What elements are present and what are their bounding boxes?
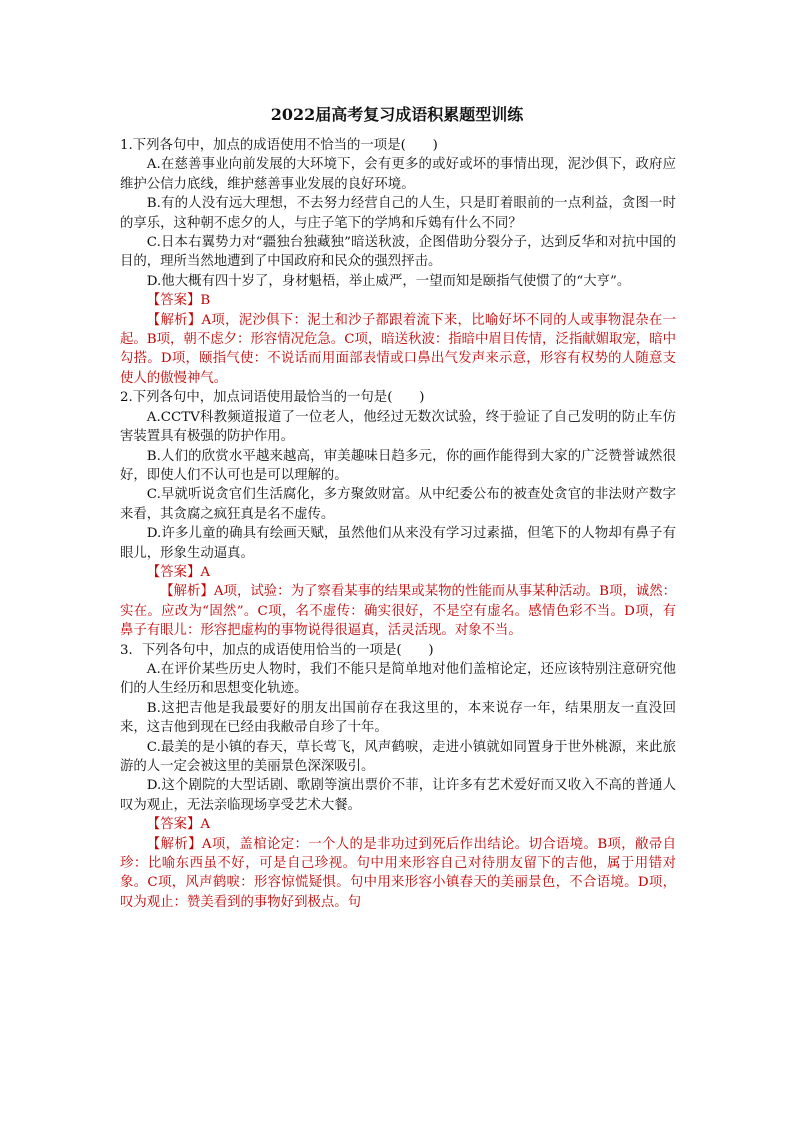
option-b: B.有的人没有远大理想，不去努力经营自己的人生，只是盯着眼前的一点利益，贪图一时的享乐，这种朝不虑夕的人，与庄子笔下的学鸠和斥鴳有什么不同？ xyxy=(120,196,676,231)
option-c: C.最美的是小镇的春天，草长莺飞，风声鹤唳，走进小镇就如同置身于世外桃源，来此旅游的人一定会被这里的美丽景色深深吸引。 xyxy=(120,739,676,774)
question-stem: 2.下列各句中，加点词语使用最恰当的一句是( ) xyxy=(120,390,425,406)
question-stem: 1.下列各句中，加点的成语使用不恰当的一项是( ) xyxy=(120,138,438,153)
option-a: A.CCTV科教频道报道了一位老人，他经过无数次试验，终于验证了自己发明的防止车仿害装置具有极强的防护作用。 xyxy=(120,409,676,445)
answer-line: 【答案】B xyxy=(146,293,211,309)
explanation: 【解析】A项，泥沙俱下：泥土和沙子都跟着流下来，比喻好坏不同的人或事物混杂在一起。B项，朝不虑夕：形容情况危急。C项，暗送秋波：指暗中眉目传情，泛指献媚取宠，暗中勾搭。D项，颐指气使：不说话而用面部表情或口鼻出气发声来示意，形容有权势的人随意支使人的傲慢神气。 xyxy=(120,312,676,386)
page-title: 2022届高考复习成语积累题型训练 xyxy=(270,105,524,124)
option-b: B.这把吉他是我最要好的朋友出国前存在我这里的，本来说存一年，结果朋友一直没回来，这吉他到现在已经由我敝帚自珍了十年。 xyxy=(120,700,676,736)
option-a: A.在评价某些历史人物时，我们不能只是简单地对他们盖棺论定，还应该特别注意研究他们的人生经历和思想变化轨迹。 xyxy=(120,661,676,697)
option-d: D.这个剧院的大型话剧、歌剧等演出票价不菲，让许多有艺术爱好而又收入不高的普通人叹为观止，无法亲临现场享受艺术大餐。 xyxy=(120,778,676,813)
answer-line: 【答案】A xyxy=(146,564,211,580)
option-b: B.人们的欣赏水平越来越高，审美趣味日趋多元，你的画作能得到大家的广泛赞誉诚然很好，即使人们不认可也是可以理解的。 xyxy=(120,448,676,483)
option-c: C.日本右翼势力对“疆独台独藏独”暗送秋波，企图借助分裂分子，达到反华和对抗中国的目的，理所当然地遭到了中国政府和民众的强烈抨击。 xyxy=(120,235,676,270)
answer-line: 【答案】A xyxy=(146,817,211,833)
option-a: A.在慈善事业向前发展的大环境下，会有更多的或好或坏的事情出现，泥沙俱下，政府应维护公信力底线，维护慈善事业发展的良好环境。 xyxy=(120,157,676,192)
question-stem: 3．下列各句中，加点的成语使用恰当的一项是( ) xyxy=(120,642,434,658)
option-d: D.许多儿童的确具有绘画天赋，虽然他们从来没有学习过素描，但笔下的人物却有鼻子有眼儿，形象生动逼真。 xyxy=(120,526,676,561)
document-body xyxy=(120,136,676,912)
explanation: 【解析】A项，盖棺论定：一个人的是非功过到死后作出结论。切合语境。B项，敝帚自珍：比喻东西虽不好，可是自己珍视。句中用来形容自己对待朋友留下的吉他，属于用错对象。C项，风声鹤唳：形容惊慌疑惧。句中用来形容小镇春天的美丽景色，不合语境。D项，叹为观止：赞美看到的事物好到极点。句 xyxy=(120,836,676,910)
option-d: D.他大概有四十岁了，身材魁梧，举止威严，一望而知是颐指气使惯了的“大亨”。 xyxy=(146,273,631,289)
explanation: 【解析】A项，试验：为了察看某事的结果或某物的性能而从事某种活动。B项，诚然：实在。应改为“固然”。C项，名不虚传：确实很好，不是空有虚名。感情色彩不当。D项，有鼻子有眼儿：形容把虚构的事物说得很逼真，活灵活现。对象不当。 xyxy=(120,584,676,639)
option-c: C.早就听说贪官们生活腐化，多方聚敛财富。从中纪委公布的被查处贪官的非法财产数字来看，其贪腐之疯狂真是名不虚传。 xyxy=(120,487,676,522)
